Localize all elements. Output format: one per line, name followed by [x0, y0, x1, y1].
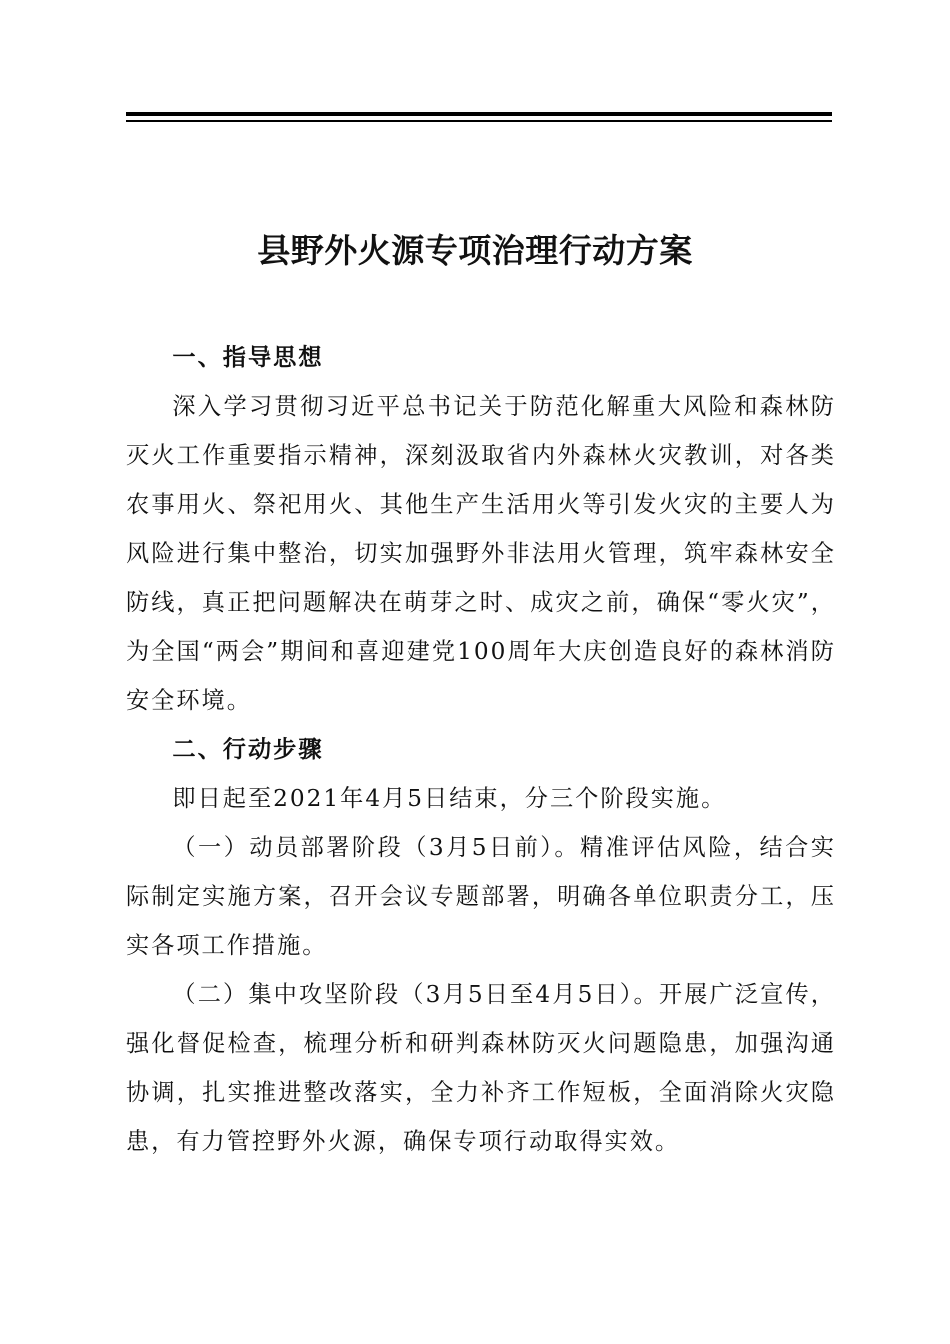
paragraph-stage-mobilization: （一）动员部署阶段（3月5日前）。精准评估风险，结合实际制定实施方案，召开会议专题部署，明确各单位职责分工，压实各项工作措施。 [126, 834, 836, 959]
document-body [126, 333, 836, 1166]
paragraph-stage-concentrated: （二）集中攻坚阶段（3月5日至4月5日）。开展广泛宣传，强化督促检查，梳理分析和研判森林防灭火问题隐患，加强沟通协调，扎实推进整改落实，全力补齐工作短板，全面消除火灾隐患，有力管控野外火源，确保专项行动取得实效。 [126, 981, 836, 1155]
paragraph-guiding-ideology: 深入学习贯彻习近平总书记关于防范化解重大风险和森林防灭火工作重要指示精神，深刻汲取省内外森林火灾教训，对各类农事用火、祭祀用火、其他生产生活用火等引发火灾的主要人为风险进行集中整治，切实加强野外非法用火管理，筑牢森林安全防线，真正把问题解决在萌芽之时、成灾之前，确保“零火灾”，为全国“两会”期间和喜迎建党100周年大庆创造良好的森林消防安全环境。 [126, 393, 836, 714]
section-heading-action-steps: 二、行动步骤 [172, 736, 324, 763]
header-rule-thick [126, 112, 832, 116]
section-heading-guiding-ideology: 一、指导思想 [172, 344, 324, 371]
header-rule-thin [126, 120, 832, 122]
document-title: 县野外火源专项治理行动方案 [257, 231, 693, 270]
paragraph-schedule: 即日起至2021年4月5日结束，分三个阶段实施。 [172, 785, 727, 812]
